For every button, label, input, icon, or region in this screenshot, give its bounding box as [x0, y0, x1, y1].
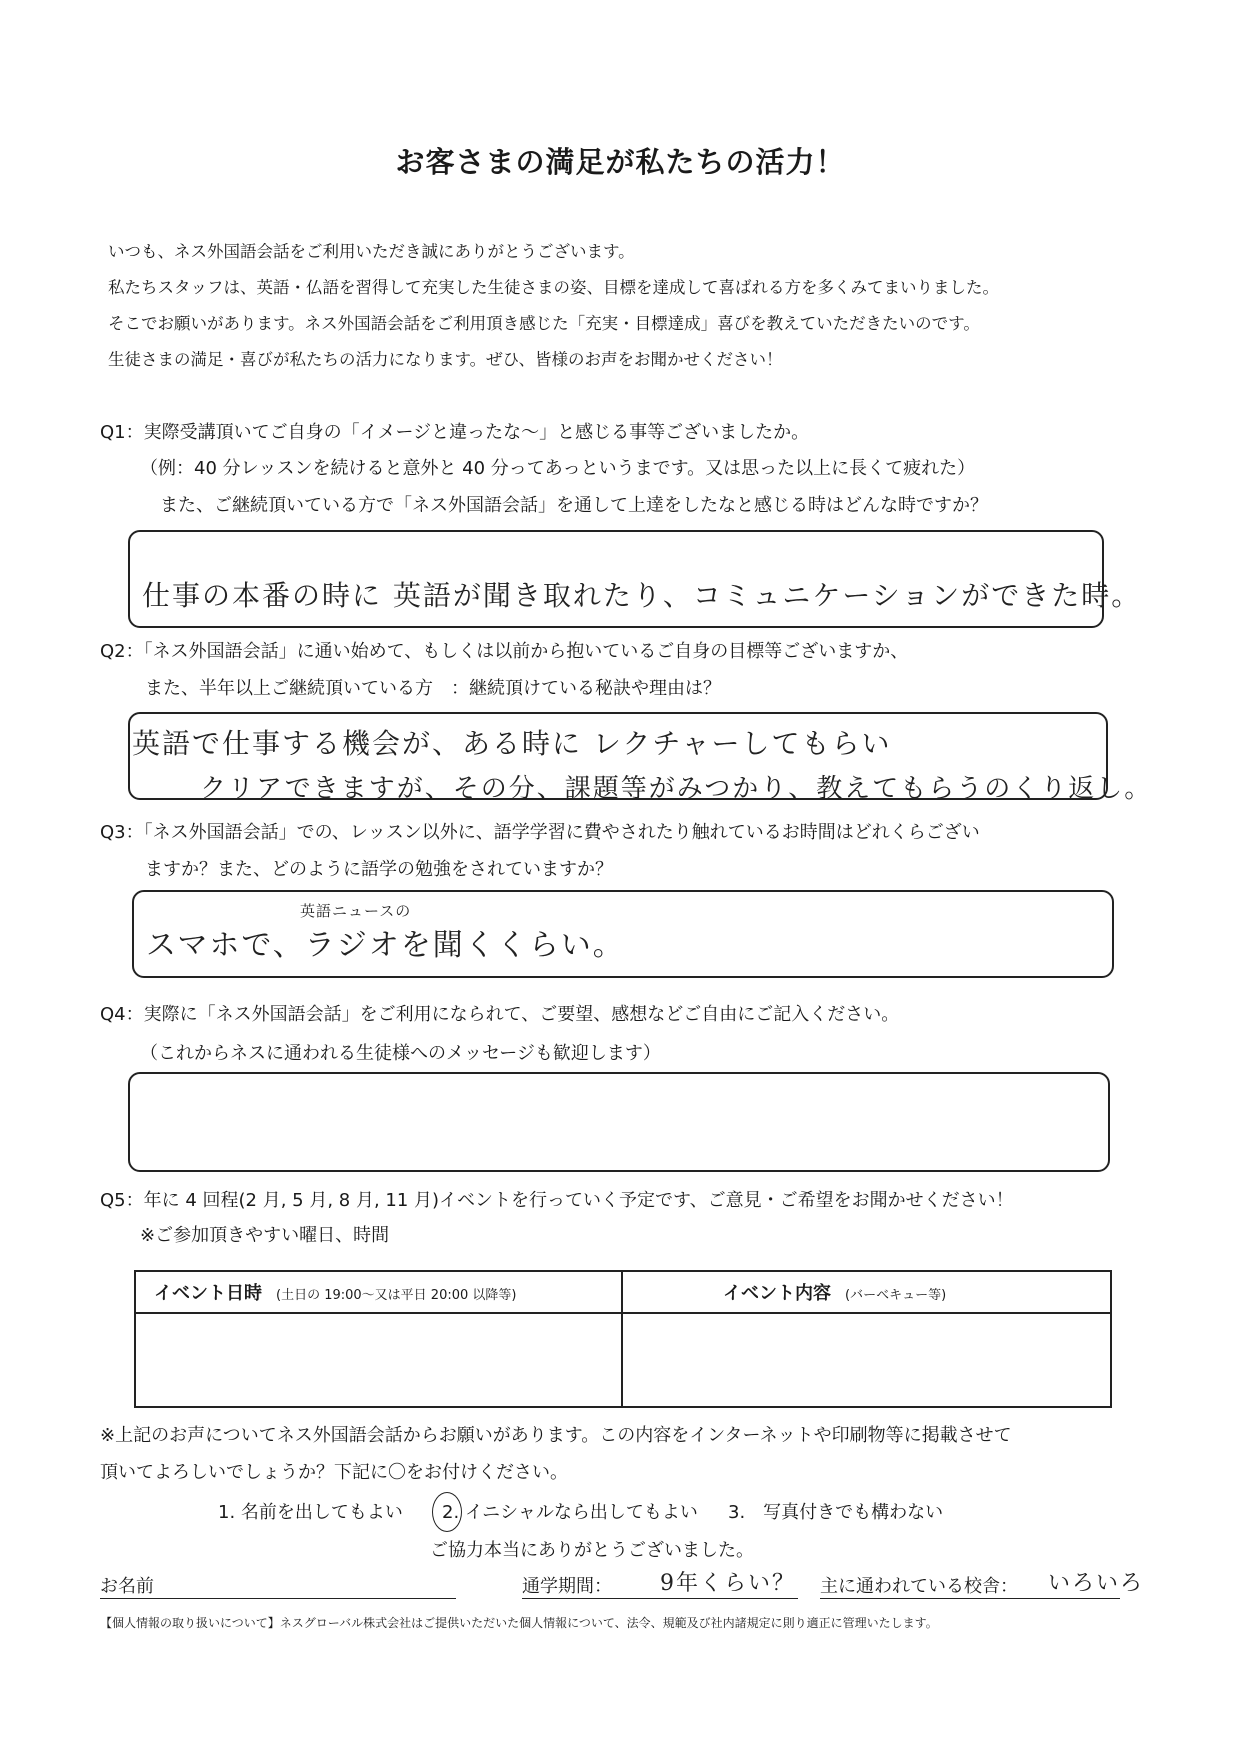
q1-answer: 仕事の本番の時に 英語が聞き取れたり、コミュニケーションができた時。 [142, 579, 1142, 612]
q1-line-1: Q1：実際受講頂いてご自身の「イメージと違ったな～」と感じる事等ございましたか。 [100, 422, 810, 443]
event-date-label: イベント日時 [154, 1283, 262, 1304]
q4-line-2: （これからネスに通われる生徒様へのメッセージも歓迎します） [140, 1043, 661, 1064]
page-title: お客さまの満足が私たちの活力！ [395, 145, 846, 179]
event-content-cell[interactable] [622, 1313, 1111, 1407]
q1-line-2: （例：40 分レッスンを続けると意外と 40 分ってあっというまです。又は思った以上に長くて疲れた） [140, 458, 976, 479]
consent-option-3[interactable]: 3. 写真付きでも構わない [728, 1502, 944, 1523]
q1-line-3: また、ご継続頂いている方で「ネス外国語会話」を通して上達をしたなと感じる時はどんな時ですか？ [160, 495, 988, 516]
privacy-footnote: 【個人情報の取り扱いについて】ネスグローバル株式会社はご提供いただいた個人情報について、法令、規範及び社内諸規定に則り適正に管理いたします。 [100, 1616, 938, 1630]
event-content-header [622, 1271, 1111, 1313]
q5-line-1: Q5：年に 4 回程(2 月, 5 月, 8 月, 11 月)イベントを行っていく予定です、ご意見・ご希望をお聞かせください！ [100, 1190, 1014, 1211]
intro-line-3: そこでお願いがあります。ネス外国語会話をご利用頂き感じた「充実・目標達成」喜びを教えていただきたいのです。 [108, 314, 980, 333]
school-label: 主に通われている校舎： [820, 1576, 1018, 1597]
period-value: 9年くらい？ [660, 1571, 796, 1596]
consent-line-1: ※上記のお声についてネス外国語会話からお願いがあります。この内容をインターネットや印刷物等に掲載させて [100, 1425, 1012, 1446]
event-table [134, 1270, 1112, 1408]
event-date-header [135, 1271, 622, 1313]
name-label: お名前 [100, 1576, 154, 1597]
name-field-underline[interactable] [100, 1598, 456, 1599]
q3-answer: スマホで、ラジオを聞くくらい。 [146, 928, 625, 963]
q2-line-1: Q2：「ネス外国語会話」に通い始めて、もしくは以前から抱いているご自身の目標等ございますか、 [100, 641, 909, 662]
thanks-message: ご協力本当にありがとうございました。 [430, 1540, 754, 1561]
event-date-note: (土日の 19:00～又は平日 20:00 以降等) [276, 1288, 517, 1303]
q2-answer-line-2: クリアできますが、その分、課題等がみつかり、教えてもらうのくり返し。 [200, 774, 1153, 804]
period-label: 通学期間： [522, 1576, 612, 1597]
q3-answer-note: 英語ニュースの [300, 902, 412, 920]
consent-option-2[interactable]: 2. イニシャルなら出してもよい [442, 1502, 698, 1523]
event-date-cell[interactable] [135, 1313, 622, 1407]
q4-answer-box[interactable] [128, 1072, 1110, 1172]
school-value: いろいろ [1048, 1571, 1145, 1596]
q3-line-2: ますか？また、どのように語学の勉強をされていますか？ [145, 859, 613, 880]
period-field-underline[interactable] [522, 1598, 798, 1599]
q2-answer-line-1: 英語で仕事する機会が、ある時に レクチャーしてもらい [132, 727, 892, 760]
event-content-label: イベント内容 [723, 1283, 831, 1304]
q4-line-1: Q4：実際に「ネス外国語会話」をご利用になられて、ご要望、感想などご自由にご記入ください。 [100, 1004, 900, 1025]
intro-line-1: いつも、ネス外国語会話をご利用いただき誠にありがとうございます。 [108, 242, 635, 261]
q3-line-1: Q3：「ネス外国語会話」での、レッスン以外に、語学学習に費やされたり触れているお時間はどれくらござい [100, 822, 980, 843]
event-content-note: (バーベキュー等) [845, 1288, 947, 1303]
consent-line-2: 頂いてよろしいでしょうか？下記に〇をお付けください。 [100, 1462, 568, 1483]
q2-line-2: また、半年以上ご継続頂いている方 ：継続頂けている秘訣や理由は？ [145, 678, 721, 699]
q5-line-2: ※ご参加頂きやすい曜日、時間 [140, 1225, 390, 1246]
school-field-underline[interactable] [820, 1598, 1120, 1599]
intro-line-2: 私たちスタッフは、英語・仏語を習得して充実した生徒さまの姿、目標を達成して喜ばれる方を多くみてまいりました。 [108, 278, 999, 297]
consent-option-1[interactable]: 1. 名前を出してもよい [218, 1502, 403, 1523]
intro-line-4: 生徒さまの満足・喜びが私たちの活力になります。ぜひ、皆様のお声をお聞かせください！ [108, 350, 783, 369]
